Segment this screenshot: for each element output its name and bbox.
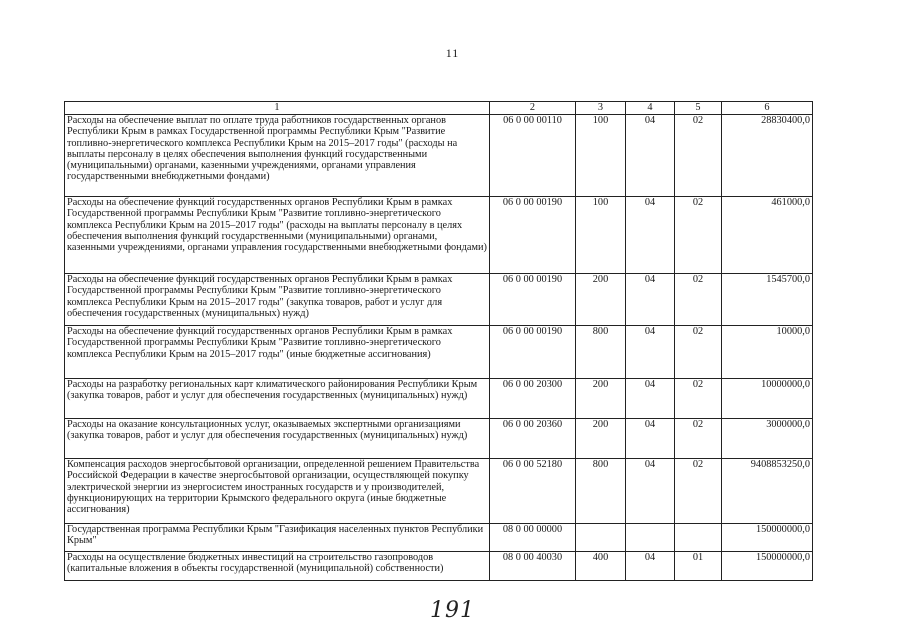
table-row bbox=[65, 552, 813, 581]
table-row bbox=[65, 524, 813, 552]
row-subsection: 02 bbox=[675, 274, 722, 326]
row-section: 04 bbox=[626, 326, 675, 379]
row-subsection: 02 bbox=[675, 459, 722, 524]
row-section: 04 bbox=[626, 419, 675, 459]
row-description: Расходы на оказание консультационных услуг, оказываемых экспертными организациями (закупка товаров, работ и услуг для обеспечения государственных (муниципальных) нужд) bbox=[65, 419, 490, 459]
row-amount: 28830400,0 bbox=[722, 115, 813, 197]
row-amount: 10000000,0 bbox=[722, 379, 813, 419]
row-vr-code: 200 bbox=[576, 274, 626, 326]
header-cell-6: 6 bbox=[722, 102, 813, 115]
row-vr-code: 100 bbox=[576, 115, 626, 197]
row-vr-code: 800 bbox=[576, 459, 626, 524]
header-cell-4: 4 bbox=[626, 102, 675, 115]
row-section: 04 bbox=[626, 379, 675, 419]
row-csr-code: 06 0 00 20300 bbox=[490, 379, 576, 419]
row-section: 04 bbox=[626, 274, 675, 326]
row-vr-code: 200 bbox=[576, 379, 626, 419]
header-cell-5: 5 bbox=[675, 102, 722, 115]
row-description: Расходы на разработку региональных карт климатического районирования Республики Крым (закупка товаров, работ и услуг для обеспечения государственных (муниципальных) нужд) bbox=[65, 379, 490, 419]
row-section: 04 bbox=[626, 459, 675, 524]
row-amount: 1545700,0 bbox=[722, 274, 813, 326]
row-subsection bbox=[675, 524, 722, 552]
table-row bbox=[65, 379, 813, 419]
header-cell-1: 1 bbox=[65, 102, 490, 115]
row-vr-code: 800 bbox=[576, 326, 626, 379]
row-amount: 3000000,0 bbox=[722, 419, 813, 459]
table-row bbox=[65, 197, 813, 274]
row-csr-code: 06 0 00 00110 bbox=[490, 115, 576, 197]
row-description: Государственная программа Республики Крым "Газификация населенных пунктов Республики Крым" bbox=[65, 524, 490, 552]
row-csr-code: 06 0 00 52180 bbox=[490, 459, 576, 524]
row-csr-code: 06 0 00 20360 bbox=[490, 419, 576, 459]
row-description: Расходы на обеспечение функций государственных органов Республики Крым в рамках Государственной программы Республики Крым "Развитие топливно-энергетического комплекса Республики Крым на 2015–2017 годы" (расходы на выплаты персоналу в целях обеспечения выполнения функций государственными (муниципальными) органами, казенными учреждениями, органами управления государственными внебюджетными фондами) bbox=[65, 197, 490, 274]
row-csr-code: 06 0 00 00190 bbox=[490, 197, 576, 274]
budget-table bbox=[64, 101, 813, 581]
row-csr-code: 06 0 00 00190 bbox=[490, 326, 576, 379]
row-description: Расходы на обеспечение функций государственных органов Республики Крым в рамках Государственной программы Республики Крым "Развитие топливно-энергетического комплекса Республики Крым на 2015–2017 годы" (закупка товаров, работ и услуг для обеспечения государственных (муниципальных) нужд) bbox=[65, 274, 490, 326]
table-row bbox=[65, 326, 813, 379]
row-subsection: 02 bbox=[675, 419, 722, 459]
row-subsection: 01 bbox=[675, 552, 722, 581]
row-vr-code: 400 bbox=[576, 552, 626, 581]
row-vr-code: 100 bbox=[576, 197, 626, 274]
row-amount: 150000000,0 bbox=[722, 552, 813, 581]
row-subsection: 02 bbox=[675, 197, 722, 274]
table-row bbox=[65, 459, 813, 524]
row-amount: 461000,0 bbox=[722, 197, 813, 274]
table-row bbox=[65, 115, 813, 197]
table-row bbox=[65, 274, 813, 326]
row-description: Расходы на обеспечение выплат по оплате труда работников государственных органов Республики Крым в рамках Государственной программы Республики Крым "Развитие топливно-энергетического комплекса Республики Крым на 2015–2017 годы" (расходы на выплаты персоналу в целях обеспечения выполнения функций государственными (муниципальными) органами, казенными учреждениями, органами управления государственными внебюджетными фондами) bbox=[65, 115, 490, 197]
row-subsection: 02 bbox=[675, 379, 722, 419]
handwritten-page-number: 191 bbox=[430, 598, 475, 623]
row-vr-code bbox=[576, 524, 626, 552]
row-csr-code: 08 0 00 00000 bbox=[490, 524, 576, 552]
row-description: Расходы на осуществление бюджетных инвестиций на строительство газопроводов (капитальные вложения в объекты государственной (муниципальной) собственности) bbox=[65, 552, 490, 581]
row-vr-code: 200 bbox=[576, 419, 626, 459]
row-csr-code: 06 0 00 00190 bbox=[490, 274, 576, 326]
row-csr-code: 08 0 00 40030 bbox=[490, 552, 576, 581]
table-row bbox=[65, 419, 813, 459]
row-amount: 10000,0 bbox=[722, 326, 813, 379]
header-cell-3: 3 bbox=[576, 102, 626, 115]
row-description: Компенсация расходов энергосбытовой организации, определенной решением Правительства Российской Федерации в качестве энергосбытовой организации, осуществляющей покупку электрической энергии из энергосистем иностранных государств и у производителей, функционирующих на территории Крымского федерального округа (иные бюджетные ассигнования) bbox=[65, 459, 490, 524]
row-amount: 150000000,0 bbox=[722, 524, 813, 552]
row-section: 04 bbox=[626, 197, 675, 274]
header-row bbox=[65, 102, 813, 115]
row-section: 04 bbox=[626, 115, 675, 197]
row-section bbox=[626, 524, 675, 552]
row-subsection: 02 bbox=[675, 115, 722, 197]
header-cell-2: 2 bbox=[490, 102, 576, 115]
row-section: 04 bbox=[626, 552, 675, 581]
row-description: Расходы на обеспечение функций государственных органов Республики Крым в рамках Государственной программы Республики Крым "Развитие топливно-энергетического комплекса Республики Крым на 2015–2017 годы" (иные бюджетные ассигнования) bbox=[65, 326, 490, 379]
row-subsection: 02 bbox=[675, 326, 722, 379]
page-number: 11 bbox=[445, 46, 460, 60]
row-amount: 9408853250,0 bbox=[722, 459, 813, 524]
